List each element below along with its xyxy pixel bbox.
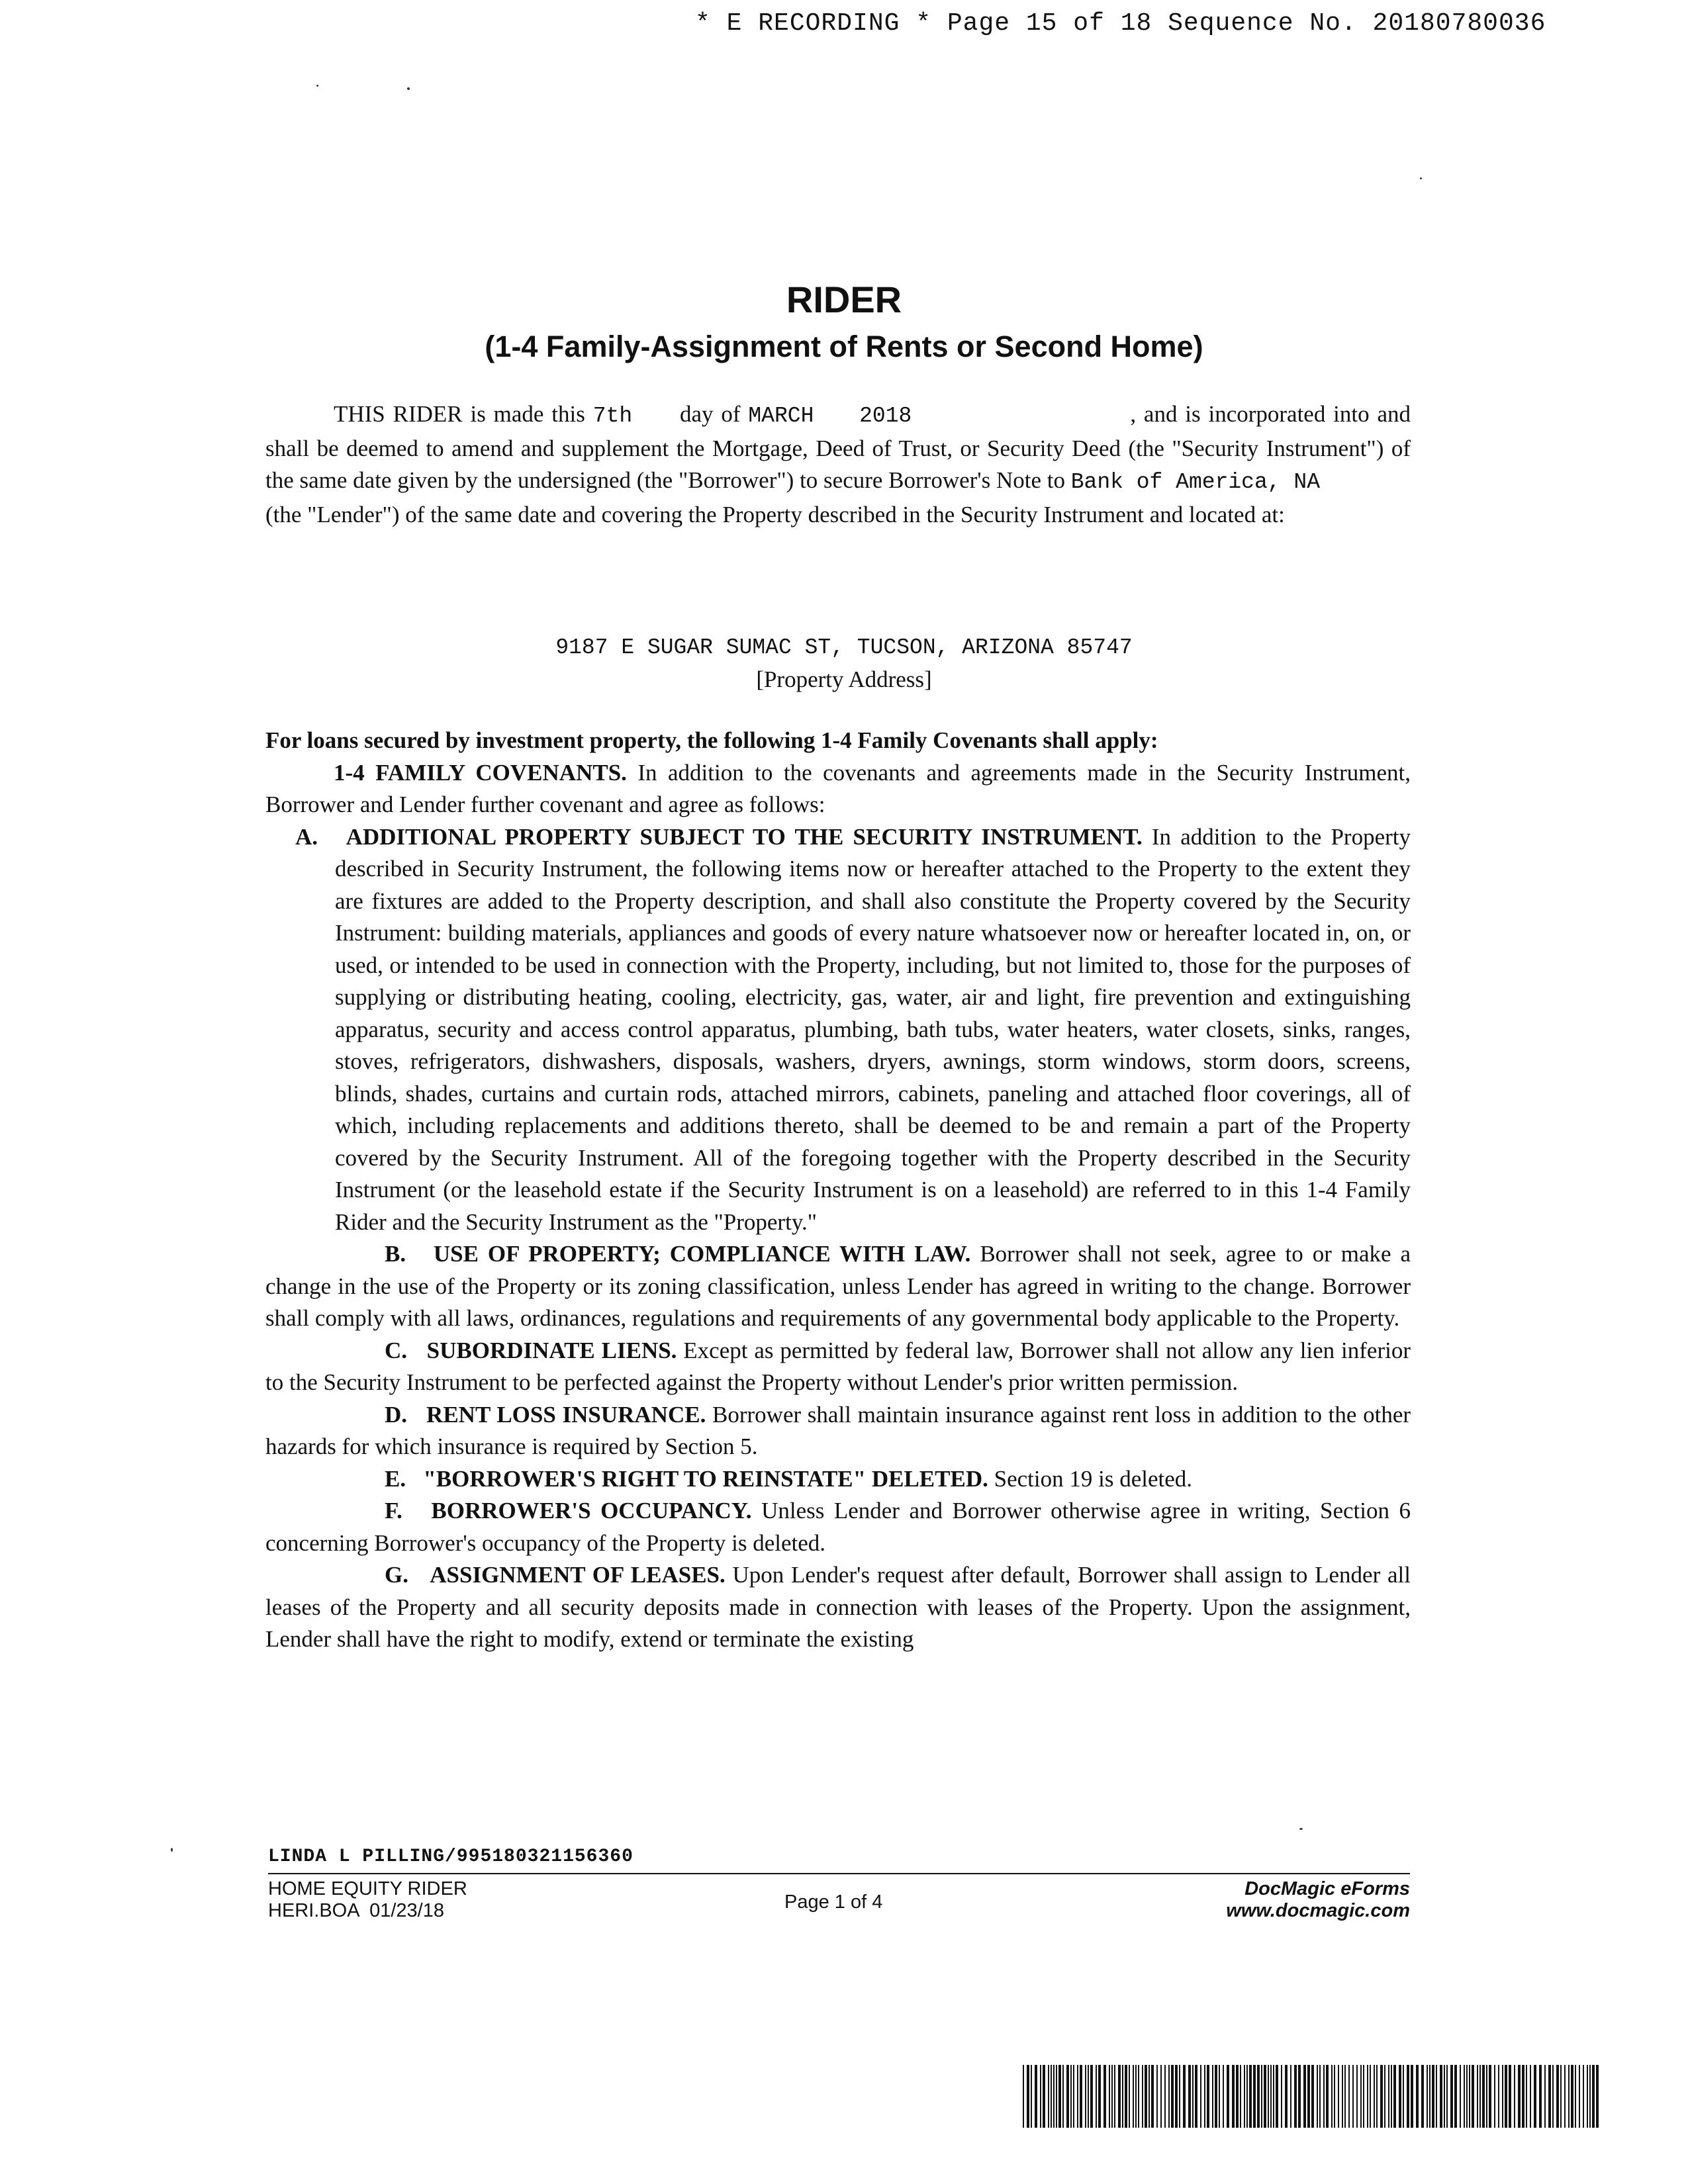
barcode-bar [1053, 2065, 1055, 2128]
barcode-bar [1466, 2065, 1468, 2128]
barcode-bar [1348, 2065, 1350, 2128]
barcode [1023, 2065, 1602, 2128]
barcode-bar [1212, 2065, 1213, 2128]
section-e-heading: "BORROWER'S RIGHT TO REINSTATE" DELETED. [423, 1465, 988, 1492]
barcode-bar [1596, 2065, 1599, 2128]
section-g [265, 1559, 1411, 1656]
barcode-bar [1223, 2065, 1224, 2128]
section-f-heading: BORROWER'S OCCUPANCY. [431, 1498, 752, 1524]
barcode-bar [1204, 2065, 1205, 2128]
barcode-bar [1560, 2065, 1562, 2128]
barcode-bar [1338, 2065, 1339, 2128]
barcode-bar [1376, 2065, 1378, 2128]
barcode-bar [1454, 2065, 1457, 2128]
investment-heading: For loans secured by investment property, the following 1-4 Family Covenants shall apply: [265, 727, 1158, 753]
barcode-bar [1464, 2065, 1465, 2128]
barcode-bar [1374, 2065, 1375, 2128]
barcode-bar [1344, 2065, 1346, 2128]
barcode-bar [1111, 2065, 1113, 2128]
barcode-bar [1183, 2065, 1186, 2128]
barcode-bar [1195, 2065, 1197, 2128]
barcode-bar [1219, 2065, 1220, 2128]
barcode-bar [1073, 2065, 1074, 2128]
section-b [265, 1238, 1411, 1335]
barcode-bar [1367, 2065, 1368, 2128]
footer-website: www.docmagic.com [1226, 1900, 1410, 1921]
barcode-bar [1411, 2065, 1413, 2128]
barcode-bar [1160, 2065, 1162, 2128]
barcode-bar [1311, 2065, 1314, 2128]
barcode-bar [1027, 2065, 1029, 2128]
section-c-heading: SUBORDINATE LIENS. [426, 1337, 677, 1363]
barcode-bar [1281, 2065, 1282, 2128]
footer-brand-name: DocMagic eForms [1244, 1878, 1410, 1899]
barcode-bar [1090, 2065, 1093, 2128]
intro-text-2: day of [672, 401, 749, 427]
barcode-bar [1023, 2065, 1024, 2128]
barcode-bar [1040, 2065, 1041, 2128]
barcode-bar [1363, 2065, 1364, 2128]
barcode-bar [1133, 2065, 1134, 2128]
barcode-bar [1236, 2065, 1239, 2128]
section-g-heading: ASSIGNMENT OF LEASES. [430, 1562, 726, 1588]
barcode-bar [1268, 2065, 1269, 2128]
barcode-bar [1486, 2065, 1487, 2128]
section-d [265, 1399, 1411, 1463]
barcode-bar [1276, 2065, 1278, 2128]
barcode-bar [1380, 2065, 1383, 2128]
property-address: 9187 E SUGAR SUMAC ST, TUCSON, ARIZONA 85747 [555, 635, 1133, 660]
barcode-bar [1298, 2065, 1301, 2128]
barcode-bar [1446, 2065, 1448, 2128]
barcode-bar [1149, 2065, 1150, 2128]
barcode-bar [1066, 2065, 1069, 2128]
barcode-bar [1142, 2065, 1143, 2128]
barcode-bar [1257, 2065, 1260, 2128]
barcode-bar [1393, 2065, 1396, 2128]
section-e-letter: E. [385, 1465, 406, 1492]
scan-speck [407, 87, 410, 90]
barcode-bar [1568, 2065, 1570, 2128]
section-d-letter: D. [385, 1401, 408, 1428]
section-a [265, 821, 1411, 1239]
barcode-bar [1509, 2065, 1511, 2128]
barcode-bar [1450, 2065, 1453, 2128]
barcode-bar [1391, 2065, 1392, 2128]
barcode-bar [1051, 2065, 1052, 2128]
section-f-text: Unless Lender and Borrower otherwise agree in writing, Section 6 concerning Borrower's occupancy of the Property is deleted. [265, 1498, 1411, 1556]
barcode-bar [1098, 2065, 1101, 2128]
barcode-bar [1489, 2065, 1491, 2128]
document-title: RIDER [786, 279, 902, 320]
barcode-bar [1056, 2065, 1057, 2128]
barcode-bar [1048, 2065, 1049, 2128]
barcode-bar [1526, 2065, 1527, 2128]
barcode-bar [1103, 2065, 1106, 2128]
barcode-bar [1175, 2065, 1178, 2128]
section-a-text: In addition to the Property described in Security Instrument, the following items now or hereafter attached to the Property to the extent they are fixtures are added to the Property description, and shall also constitute the Property covered by the Security Instrument: building materials, appliances and goods of every nature whatsoever now or hereafter located in, on, or used, or intended to be used in connection with the Property, including, but not limited to, those for the purposes of supplying or distributing heating, cooling, electricity, gas, water, air and light, fire prevention and extinguishing apparatus, security and access control apparatus, plumbing, bath tubs, water heaters, water closets, sinks, ranges, stoves, refrigerators, dishwashers, disposals, washers, dryers, awnings, storm windows, storm doors, screens, blinds, shades, curtains and curtain rods, attached mirrors, cabinets, paneling and attached floor coverings, all of which, including replacements and additions thereto, shall be deemed to be and remain a part of the Property covered by the Security Instrument. All of the foregoing together with the Property described in the Security Instrument (or the leasehold estate if the Security Instrument is on a leasehold) are referred to in this 1-4 Family Rider and the Security Instrument as the "Property." [335, 823, 1411, 1235]
barcode-bar [1088, 2065, 1089, 2128]
barcode-bar [1164, 2065, 1166, 2128]
barcode-bar [1534, 2065, 1536, 2128]
barcode-bar [1384, 2065, 1385, 2128]
section-d-text: Borrower shall maintain insurance against rent loss in addition to the other hazards for which insurance is required by Section 5. [265, 1401, 1411, 1459]
barcode-bar [1530, 2065, 1531, 2128]
barcode-bar [1192, 2065, 1194, 2128]
intro-text-1: THIS RIDER is made this [334, 401, 593, 427]
intro-text-3: , and is incorporated into and shall be deemed to amend and supplement the Mortgage, Deed of Trust, or Security Deed (the "Security Instrument") of the same date given by the undersigned (the "Borrower") to secure Borrower's Note to [265, 401, 1411, 493]
barcode-bar [1319, 2065, 1321, 2128]
section-b-letter: B. [385, 1241, 406, 1267]
footer-form-code: HERI.BOA 01/23/18 [268, 1900, 444, 1921]
barcode-bar [1575, 2065, 1576, 2128]
barcode-bar [1589, 2065, 1591, 2128]
family-covenants-paragraph [265, 757, 1411, 821]
barcode-bar [1307, 2065, 1310, 2128]
scan-speck [1299, 1828, 1303, 1830]
barcode-bar [1085, 2065, 1086, 2128]
barcode-bar [1522, 2065, 1524, 2128]
barcode-bar [1125, 2065, 1127, 2128]
barcode-bar [1156, 2065, 1158, 2128]
barcode-bar [1436, 2065, 1437, 2128]
barcode-bar [1360, 2065, 1362, 2128]
barcode-bar [1564, 2065, 1566, 2128]
barcode-bar [1096, 2065, 1097, 2128]
barcode-bar [1270, 2065, 1272, 2128]
barcode-bar [1556, 2065, 1559, 2128]
barcode-bar [1188, 2065, 1191, 2128]
footer-form-info [268, 1878, 467, 1922]
barcode-bar [1469, 2065, 1470, 2128]
barcode-bar [1114, 2065, 1115, 2128]
intro-text-4: (the "Lender") of the same date and covering the Property described in the Security Instrument and located at: [265, 501, 1285, 527]
barcode-bar [1399, 2065, 1401, 2128]
barcode-bar [1352, 2065, 1354, 2128]
section-e [265, 1463, 1411, 1496]
barcode-bar [1514, 2065, 1515, 2128]
barcode-bar [1421, 2065, 1424, 2128]
barcode-bar [1070, 2065, 1072, 2128]
footer-rule [268, 1873, 1410, 1874]
barcode-bar [1109, 2065, 1110, 2128]
intro-paragraph [265, 398, 1411, 531]
footer-form-name: HOME EQUITY RIDER [268, 1878, 467, 1899]
barcode-bar [1249, 2065, 1252, 2128]
barcode-bar [1135, 2065, 1137, 2128]
barcode-bar [1077, 2065, 1078, 2128]
section-c-text: Except as permitted by federal law, Borrower shall not allow any lien inferior to the Security Instrument to be perfected against the Property without Lender's prior written permission. [265, 1337, 1411, 1395]
section-a-letter: A. [295, 823, 318, 850]
barcode-bar [1444, 2065, 1445, 2128]
barcode-bar [1427, 2065, 1428, 2128]
barcode-bar [1539, 2065, 1542, 2128]
barcode-bar [1326, 2065, 1329, 2128]
footer-page-number: Page 1 of 4 [784, 1891, 883, 1913]
barcode-bar [1440, 2065, 1442, 2128]
family-covenants-text: In addition to the covenants and agreements made in the Security Instrument, Borrower and Lender further covenant and agree as follows: [265, 759, 1411, 817]
barcode-bar [1179, 2065, 1180, 2128]
barcode-bar [1317, 2065, 1318, 2128]
barcode-bar [1035, 2065, 1037, 2128]
barcode-bar [1388, 2065, 1389, 2128]
property-address-block [0, 632, 1688, 696]
barcode-bar [1215, 2065, 1217, 2128]
rider-month-year: MARCH 2018 [748, 404, 912, 428]
section-c-letter: C. [385, 1337, 408, 1363]
barcode-bar [1323, 2065, 1325, 2128]
barcode-bar [1482, 2065, 1485, 2128]
barcode-bar [1583, 2065, 1584, 2128]
section-e-text: Section 19 is deleted. [988, 1465, 1193, 1492]
barcode-bar [1477, 2065, 1478, 2128]
barcode-bar [1505, 2065, 1507, 2128]
recording-header: * E RECORDING * Page 15 of 18 Sequence No. 20180780036 [695, 9, 1546, 38]
footer-brand [1211, 1878, 1410, 1922]
barcode-bar [1592, 2065, 1595, 2128]
covenants-section [265, 725, 1411, 1656]
barcode-bar [1129, 2065, 1130, 2128]
scan-speck [1420, 177, 1422, 179]
barcode-bar [1200, 2065, 1201, 2128]
barcode-bar [1342, 2065, 1343, 2128]
barcode-bar [1498, 2065, 1499, 2128]
barcode-bar [1138, 2065, 1139, 2128]
barcode-bar [1171, 2065, 1174, 2128]
barcode-bar [1273, 2065, 1274, 2128]
barcode-bar [1031, 2065, 1032, 2128]
barcode-bar [1370, 2065, 1371, 2128]
barcode-bar [1261, 2065, 1262, 2128]
barcode-bar [1062, 2065, 1064, 2128]
footer-borrower-loan: LINDA L PILLING/995180321156360 [268, 1846, 633, 1867]
barcode-bar [1407, 2065, 1409, 2128]
section-a-heading: ADDITIONAL PROPERTY SUBJECT TO THE SECURITY INSTRUMENT. [346, 823, 1143, 850]
section-d-heading: RENT LOSS INSURANCE. [426, 1401, 706, 1428]
document-subtitle: (1-4 Family-Assignment of Rents or Second Home) [485, 330, 1203, 363]
barcode-bar [1264, 2065, 1266, 2128]
barcode-bar [1122, 2065, 1123, 2128]
barcode-bar [1043, 2065, 1045, 2128]
section-b-text: Borrower shall not seek, agree to or make a change in the use of the Property or its zoning classification, unless Lender has agreed in writing to the change. Borrower shall comply with all laws, ordinances, regulations and requirements of any governmental body applicable to the Property. [265, 1241, 1411, 1331]
barcode-bar [1058, 2065, 1061, 2128]
barcode-bar [1571, 2065, 1573, 2128]
barcode-bar [1246, 2065, 1248, 2128]
scan-speck [171, 1848, 173, 1852]
barcode-bar [1502, 2065, 1503, 2128]
barcode-bar [1151, 2065, 1154, 2128]
barcode-bar [1253, 2065, 1256, 2128]
barcode-bar [1544, 2065, 1546, 2128]
barcode-bar [1285, 2065, 1288, 2128]
barcode-bar [1429, 2065, 1430, 2128]
barcode-bar [1356, 2065, 1358, 2128]
barcode-bar [1294, 2065, 1297, 2128]
section-f-letter: F. [385, 1498, 402, 1524]
barcode-bar [1548, 2065, 1551, 2128]
barcode-bar [1168, 2065, 1170, 2128]
family-covenants-heading: 1-4 FAMILY COVENANTS. [334, 759, 627, 786]
barcode-bar [1479, 2065, 1481, 2128]
section-g-text: Upon Lender's request after default, Borrower shall assign to Lender all leases of the Property and all security deposits made in connection with leases of the Property. Upon the assignment, Lender shall have the right to modify, extend or terminate the existing [265, 1562, 1411, 1652]
barcode-bar [1334, 2065, 1335, 2128]
barcode-bar [1118, 2065, 1121, 2128]
lender-name: Bank of America, NA [1070, 470, 1320, 494]
barcode-bar [1207, 2065, 1209, 2128]
barcode-bar [1331, 2065, 1333, 2128]
barcode-bar [1494, 2065, 1495, 2128]
barcode-bar [1416, 2065, 1419, 2128]
barcode-bar [1432, 2065, 1434, 2128]
barcode-bar [1303, 2065, 1306, 2128]
barcode-bar [1403, 2065, 1404, 2128]
barcode-bar [1518, 2065, 1521, 2128]
scan-speck [316, 85, 318, 87]
barcode-bar [1080, 2065, 1082, 2128]
section-b-heading: USE OF PROPERTY; COMPLIANCE WITH LAW. [433, 1241, 971, 1267]
section-f [265, 1495, 1411, 1559]
property-address-label: [Property Address] [756, 666, 932, 692]
barcode-bar [1244, 2065, 1245, 2128]
barcode-bar [1587, 2065, 1588, 2128]
barcode-bar [1460, 2065, 1461, 2128]
rider-day: 7th [592, 404, 633, 428]
barcode-bar [1145, 2065, 1147, 2128]
barcode-bar [1290, 2065, 1291, 2128]
section-g-letter: G. [385, 1562, 408, 1588]
barcode-bar [1232, 2065, 1235, 2128]
barcode-bar [1552, 2065, 1554, 2128]
barcode-bar [1240, 2065, 1241, 2128]
section-c [265, 1335, 1411, 1399]
barcode-bar [1227, 2065, 1229, 2128]
barcode-bar [1579, 2065, 1580, 2128]
barcode-bar [1472, 2065, 1474, 2128]
